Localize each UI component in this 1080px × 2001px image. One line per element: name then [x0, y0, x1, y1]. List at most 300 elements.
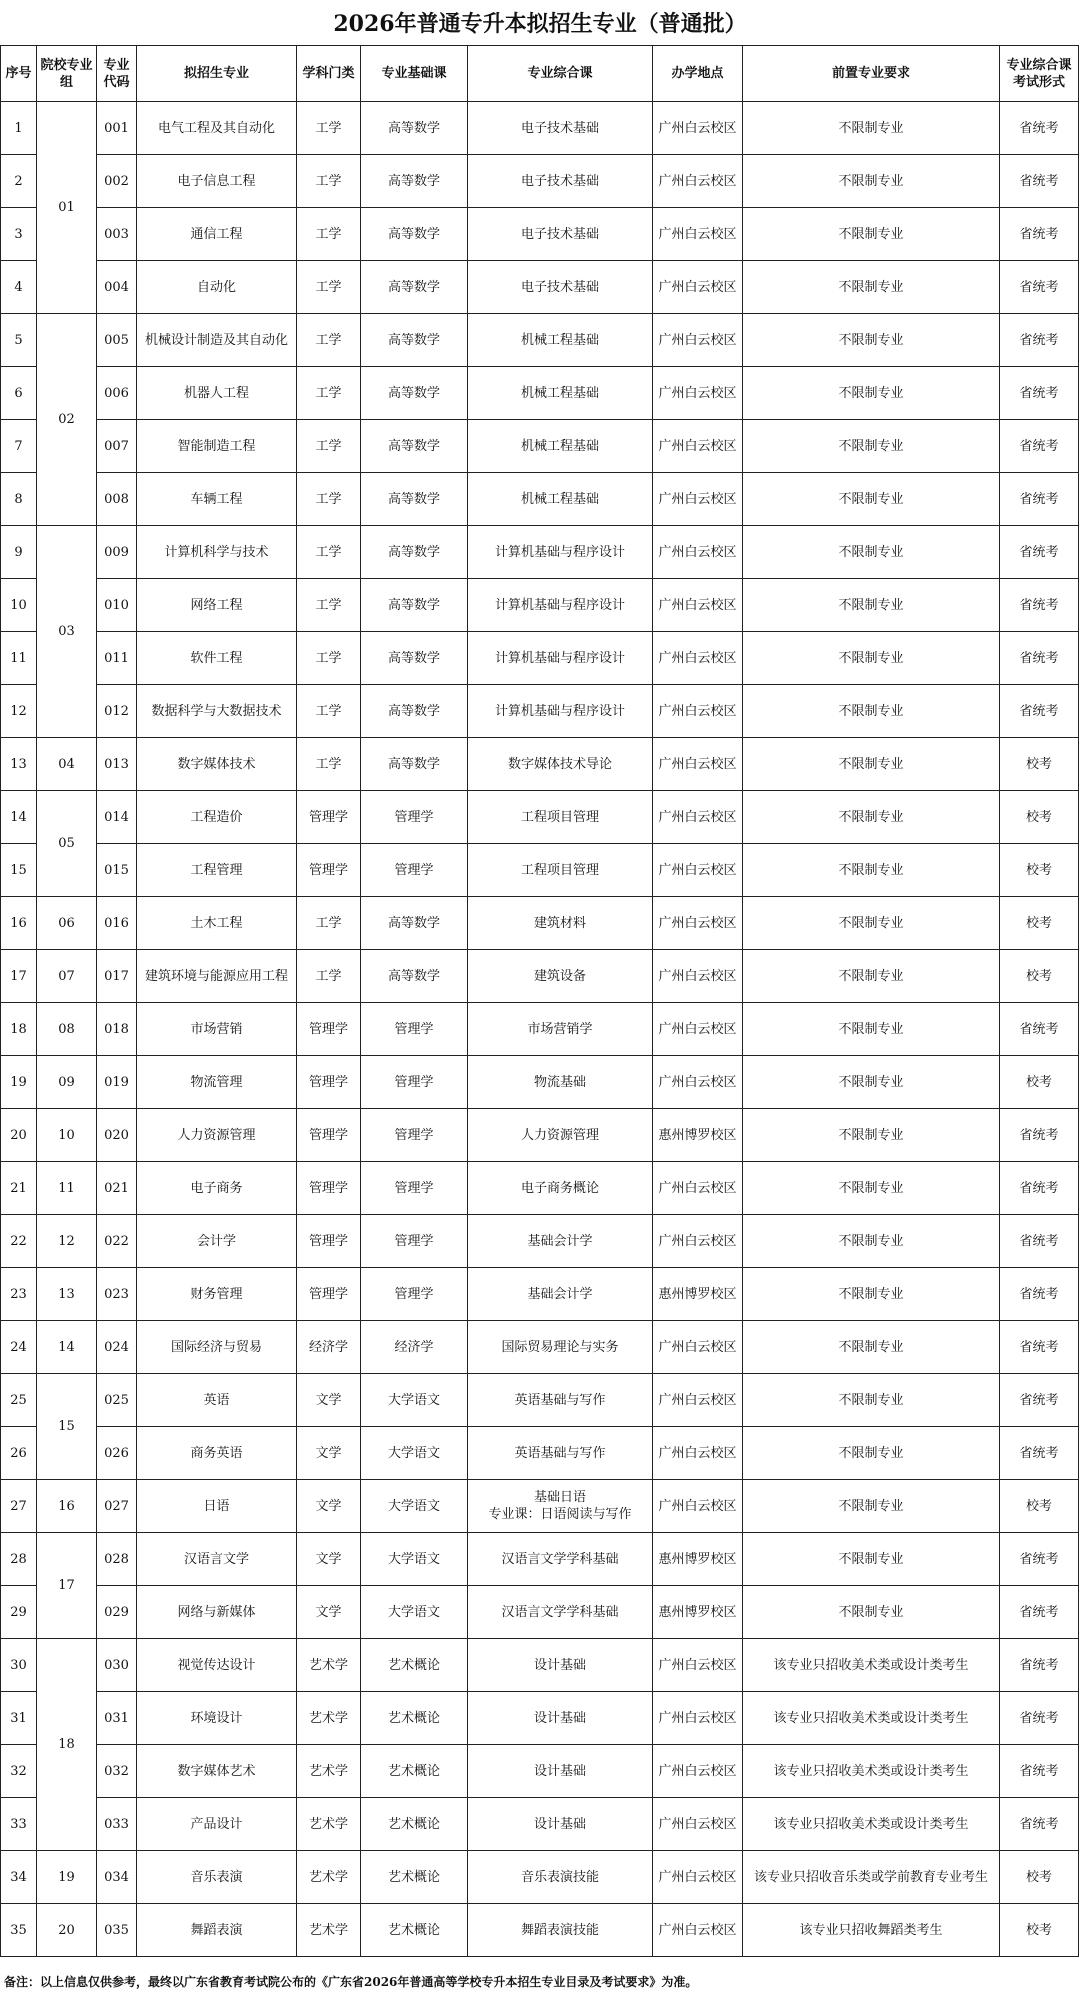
- table-row: [1, 1056, 1079, 1109]
- cell-basic-course: 高等数学: [361, 420, 468, 473]
- table-row: [1, 526, 1079, 579]
- cell-no: 6: [1, 367, 37, 420]
- table-row: [1, 1109, 1079, 1162]
- cell-basic-course: 高等数学: [361, 685, 468, 738]
- cell-comprehensive-course: 计算机基础与程序设计: [468, 685, 653, 738]
- cell-code: 034: [97, 1851, 137, 1904]
- cell-exam-form: 校考: [1000, 738, 1079, 791]
- cell-location: 广州白云校区: [653, 950, 743, 1003]
- cell-prereq: 该专业只招收美术类或设计类考生: [743, 1692, 1000, 1745]
- cell-location: 广州白云校区: [653, 155, 743, 208]
- cell-no: 18: [1, 1003, 37, 1056]
- cell-comprehensive-course: 建筑设备: [468, 950, 653, 1003]
- cell-location: 广州白云校区: [653, 844, 743, 897]
- cell-comprehensive-course: 电子技术基础: [468, 102, 653, 155]
- cell-code: 013: [97, 738, 137, 791]
- footnote: 备注：以上信息仅供参考，最终以广东省教育考试院公布的《广东省2026年普通高等学校专升本招生专业目录及考试要求》为准。: [4, 1975, 698, 1989]
- cell-category: 艺术学: [297, 1851, 361, 1904]
- header-row: [1, 46, 1079, 102]
- cell-exam-form: 省统考: [1000, 102, 1079, 155]
- cell-location: 广州白云校区: [653, 261, 743, 314]
- cell-category: 工学: [297, 685, 361, 738]
- cell-location: 广州白云校区: [653, 367, 743, 420]
- cell-basic-course: 经济学: [361, 1321, 468, 1374]
- cell-no: 11: [1, 632, 37, 685]
- cell-group: 13: [37, 1268, 97, 1321]
- cell-category: 工学: [297, 367, 361, 420]
- cell-major: 机械设计制造及其自动化: [137, 314, 297, 367]
- cell-basic-course: 高等数学: [361, 102, 468, 155]
- cell-category: 工学: [297, 579, 361, 632]
- cell-category: 管理学: [297, 1056, 361, 1109]
- cell-comprehensive-course: 汉语言文学学科基础: [468, 1533, 653, 1586]
- cell-comprehensive-course: 电子商务概论: [468, 1162, 653, 1215]
- cell-category: 艺术学: [297, 1798, 361, 1851]
- cell-code: 005: [97, 314, 137, 367]
- cell-no: 27: [1, 1480, 37, 1533]
- cell-exam-form: 校考: [1000, 897, 1079, 950]
- cell-no: 17: [1, 950, 37, 1003]
- table-row: [1, 579, 1079, 632]
- cell-category: 管理学: [297, 1162, 361, 1215]
- cell-basic-course: 高等数学: [361, 579, 468, 632]
- cell-code: 004: [97, 261, 137, 314]
- cell-location: 广州白云校区: [653, 473, 743, 526]
- cell-no: 26: [1, 1427, 37, 1480]
- cell-category: 工学: [297, 473, 361, 526]
- cell-prereq: 该专业只招收舞蹈类考生: [743, 1904, 1000, 1957]
- cell-prereq: 不限制专业: [743, 950, 1000, 1003]
- cell-exam-form: 校考: [1000, 950, 1079, 1003]
- cell-basic-course: 管理学: [361, 1215, 468, 1268]
- cell-comprehensive-course: 英语基础与写作: [468, 1427, 653, 1480]
- table-row: [1, 632, 1079, 685]
- cell-comprehensive-course: 舞蹈表演技能: [468, 1904, 653, 1957]
- cell-category: 工学: [297, 950, 361, 1003]
- cell-prereq: 不限制专业: [743, 897, 1000, 950]
- cell-exam-form: 校考: [1000, 1851, 1079, 1904]
- cell-exam-form: 省统考: [1000, 314, 1079, 367]
- cell-exam-form: 省统考: [1000, 1268, 1079, 1321]
- cell-exam-form: 省统考: [1000, 1586, 1079, 1639]
- cell-code: 003: [97, 208, 137, 261]
- cell-comprehensive-course: 设计基础: [468, 1745, 653, 1798]
- cell-category: 工学: [297, 102, 361, 155]
- cell-code: 032: [97, 1745, 137, 1798]
- cell-basic-course: 高等数学: [361, 632, 468, 685]
- cell-comprehensive-course: 国际贸易理论与实务: [468, 1321, 653, 1374]
- table-row: [1, 261, 1079, 314]
- cell-code: 025: [97, 1374, 137, 1427]
- cell-location: 广州白云校区: [653, 314, 743, 367]
- cell-group: 05: [37, 791, 97, 897]
- cell-location: 广州白云校区: [653, 1798, 743, 1851]
- cell-category: 文学: [297, 1586, 361, 1639]
- enrollment-table: [0, 45, 1079, 1957]
- cell-no: 24: [1, 1321, 37, 1374]
- cell-prereq: 不限制专业: [743, 632, 1000, 685]
- cell-exam-form: 省统考: [1000, 1639, 1079, 1692]
- cell-comprehensive-course: 设计基础: [468, 1798, 653, 1851]
- cell-group: 08: [37, 1003, 97, 1056]
- cell-location: 广州白云校区: [653, 738, 743, 791]
- cell-basic-course: 高等数学: [361, 897, 468, 950]
- table-row: [1, 897, 1079, 950]
- table-row: [1, 1904, 1079, 1957]
- table-row: [1, 685, 1079, 738]
- cell-exam-form: 省统考: [1000, 632, 1079, 685]
- header-location: 办学地点: [653, 46, 743, 102]
- cell-comprehensive-course: 工程项目管理: [468, 844, 653, 897]
- cell-basic-course: 大学语文: [361, 1374, 468, 1427]
- cell-group: 01: [37, 102, 97, 314]
- cell-no: 12: [1, 685, 37, 738]
- cell-category: 管理学: [297, 844, 361, 897]
- cell-category: 管理学: [297, 1109, 361, 1162]
- cell-prereq: 该专业只招收美术类或设计类考生: [743, 1639, 1000, 1692]
- cell-prereq: 不限制专业: [743, 102, 1000, 155]
- cell-code: 030: [97, 1639, 137, 1692]
- table-row: [1, 950, 1079, 1003]
- cell-code: 027: [97, 1480, 137, 1533]
- table-row: [1, 791, 1079, 844]
- cell-location: 广州白云校区: [653, 1480, 743, 1533]
- cell-group: 20: [37, 1904, 97, 1957]
- cell-group: 06: [37, 897, 97, 950]
- cell-category: 艺术学: [297, 1904, 361, 1957]
- cell-group: 18: [37, 1639, 97, 1851]
- header-major: 拟招生专业: [137, 46, 297, 102]
- cell-location: 惠州博罗校区: [653, 1109, 743, 1162]
- cell-no: 19: [1, 1056, 37, 1109]
- cell-location: 广州白云校区: [653, 1056, 743, 1109]
- cell-location: 广州白云校区: [653, 632, 743, 685]
- cell-exam-form: 省统考: [1000, 208, 1079, 261]
- cell-location: 惠州博罗校区: [653, 1586, 743, 1639]
- cell-category: 艺术学: [297, 1639, 361, 1692]
- cell-no: 34: [1, 1851, 37, 1904]
- cell-major: 机器人工程: [137, 367, 297, 420]
- cell-major: 电子商务: [137, 1162, 297, 1215]
- cell-group: 03: [37, 526, 97, 738]
- cell-code: 022: [97, 1215, 137, 1268]
- cell-basic-course: 管理学: [361, 791, 468, 844]
- cell-code: 023: [97, 1268, 137, 1321]
- cell-prereq: 不限制专业: [743, 155, 1000, 208]
- cell-exam-form: 省统考: [1000, 1533, 1079, 1586]
- cell-major: 产品设计: [137, 1798, 297, 1851]
- cell-category: 文学: [297, 1533, 361, 1586]
- table-row: [1, 1745, 1079, 1798]
- cell-location: 惠州博罗校区: [653, 1533, 743, 1586]
- cell-category: 经济学: [297, 1321, 361, 1374]
- table-row: [1, 155, 1079, 208]
- cell-exam-form: 校考: [1000, 844, 1079, 897]
- cell-prereq: 不限制专业: [743, 1480, 1000, 1533]
- header-category: 学科门类: [297, 46, 361, 102]
- cell-basic-course: 艺术概论: [361, 1904, 468, 1957]
- table-row: [1, 102, 1079, 155]
- cell-comprehensive-course: 电子技术基础: [468, 261, 653, 314]
- cell-category: 艺术学: [297, 1745, 361, 1798]
- header-comprehensive-course: 专业综合课: [468, 46, 653, 102]
- cell-basic-course: 高等数学: [361, 261, 468, 314]
- cell-location: 广州白云校区: [653, 1162, 743, 1215]
- cell-location: 广州白云校区: [653, 1692, 743, 1745]
- cell-basic-course: 艺术概论: [361, 1851, 468, 1904]
- cell-basic-course: 高等数学: [361, 208, 468, 261]
- cell-comprehensive-course: 计算机基础与程序设计: [468, 632, 653, 685]
- cell-group: 14: [37, 1321, 97, 1374]
- cell-major: 国际经济与贸易: [137, 1321, 297, 1374]
- cell-group: 11: [37, 1162, 97, 1215]
- table-row: [1, 1798, 1079, 1851]
- cell-basic-course: 高等数学: [361, 367, 468, 420]
- comprehensive-course-line: 基础日语: [533, 1490, 586, 1505]
- cell-no: 29: [1, 1586, 37, 1639]
- cell-prereq: 该专业只招收美术类或设计类考生: [743, 1798, 1000, 1851]
- cell-major: 视觉传达设计: [137, 1639, 297, 1692]
- cell-code: 011: [97, 632, 137, 685]
- cell-code: 015: [97, 844, 137, 897]
- cell-group: 16: [37, 1480, 97, 1533]
- cell-prereq: 不限制专业: [743, 1374, 1000, 1427]
- cell-prereq: 该专业只招收美术类或设计类考生: [743, 1745, 1000, 1798]
- table-row: [1, 1586, 1079, 1639]
- cell-no: 9: [1, 526, 37, 579]
- cell-exam-form: 省统考: [1000, 1692, 1079, 1745]
- cell-exam-form: 省统考: [1000, 1321, 1079, 1374]
- cell-code: 010: [97, 579, 137, 632]
- cell-basic-course: 大学语文: [361, 1533, 468, 1586]
- cell-prereq: 不限制专业: [743, 473, 1000, 526]
- cell-major: 软件工程: [137, 632, 297, 685]
- cell-location: 广州白云校区: [653, 1003, 743, 1056]
- cell-category: 工学: [297, 420, 361, 473]
- cell-major: 计算机科学与技术: [137, 526, 297, 579]
- cell-category: 管理学: [297, 1215, 361, 1268]
- cell-major: 土木工程: [137, 897, 297, 950]
- cell-code: 020: [97, 1109, 137, 1162]
- cell-category: 艺术学: [297, 1692, 361, 1745]
- cell-comprehensive-course: 电子技术基础: [468, 155, 653, 208]
- cell-major: 舞蹈表演: [137, 1904, 297, 1957]
- cell-prereq: 不限制专业: [743, 420, 1000, 473]
- cell-prereq: 不限制专业: [743, 367, 1000, 420]
- cell-comprehensive-course: 市场营销学: [468, 1003, 653, 1056]
- cell-no: 28: [1, 1533, 37, 1586]
- cell-prereq: 不限制专业: [743, 1109, 1000, 1162]
- cell-location: 广州白云校区: [653, 1321, 743, 1374]
- header-no: 序号: [1, 46, 37, 102]
- cell-location: 广州白云校区: [653, 1639, 743, 1692]
- table-row: [1, 1268, 1079, 1321]
- header-basic-course: 专业基础课: [361, 46, 468, 102]
- cell-no: 35: [1, 1904, 37, 1957]
- cell-basic-course: 管理学: [361, 1162, 468, 1215]
- table-body: [1, 102, 1079, 1957]
- cell-location: 广州白云校区: [653, 526, 743, 579]
- cell-no: 8: [1, 473, 37, 526]
- cell-category: 工学: [297, 632, 361, 685]
- cell-category: 文学: [297, 1427, 361, 1480]
- cell-basic-course: 管理学: [361, 1268, 468, 1321]
- cell-location: 广州白云校区: [653, 1904, 743, 1957]
- cell-major: 网络与新媒体: [137, 1586, 297, 1639]
- cell-code: 033: [97, 1798, 137, 1851]
- cell-group: 04: [37, 738, 97, 791]
- cell-prereq: 不限制专业: [743, 1533, 1000, 1586]
- cell-basic-course: 高等数学: [361, 738, 468, 791]
- cell-location: 广州白云校区: [653, 1851, 743, 1904]
- cell-major: 工程造价: [137, 791, 297, 844]
- cell-prereq: 不限制专业: [743, 685, 1000, 738]
- cell-major: 车辆工程: [137, 473, 297, 526]
- cell-code: 024: [97, 1321, 137, 1374]
- cell-group: 07: [37, 950, 97, 1003]
- cell-prereq: 不限制专业: [743, 579, 1000, 632]
- table-row: [1, 1533, 1079, 1586]
- cell-no: 1: [1, 102, 37, 155]
- cell-code: 008: [97, 473, 137, 526]
- cell-major: 自动化: [137, 261, 297, 314]
- cell-comprehensive-course: 英语基础与写作: [468, 1374, 653, 1427]
- cell-prereq: 不限制专业: [743, 844, 1000, 897]
- cell-group: 09: [37, 1056, 97, 1109]
- cell-location: 广州白云校区: [653, 420, 743, 473]
- cell-prereq: 不限制专业: [743, 1268, 1000, 1321]
- cell-group: 15: [37, 1374, 97, 1480]
- table-row: [1, 1851, 1079, 1904]
- cell-group: 19: [37, 1851, 97, 1904]
- cell-location: 广州白云校区: [653, 1427, 743, 1480]
- cell-location: 广州白云校区: [653, 579, 743, 632]
- cell-no: 25: [1, 1374, 37, 1427]
- table-row: [1, 473, 1079, 526]
- cell-prereq: 不限制专业: [743, 791, 1000, 844]
- cell-category: 工学: [297, 526, 361, 579]
- cell-exam-form: 省统考: [1000, 420, 1079, 473]
- cell-basic-course: 艺术概论: [361, 1692, 468, 1745]
- cell-basic-course: 管理学: [361, 1056, 468, 1109]
- table-row: [1, 1162, 1079, 1215]
- cell-prereq: 不限制专业: [743, 314, 1000, 367]
- cell-no: 15: [1, 844, 37, 897]
- header-prereq: 前置专业要求: [743, 46, 1000, 102]
- cell-code: 012: [97, 685, 137, 738]
- cell-major: 财务管理: [137, 1268, 297, 1321]
- cell-comprehensive-course: 基础会计学: [468, 1215, 653, 1268]
- table-row: [1, 738, 1079, 791]
- cell-group: 10: [37, 1109, 97, 1162]
- cell-no: 31: [1, 1692, 37, 1745]
- cell-exam-form: 省统考: [1000, 1745, 1079, 1798]
- cell-basic-course: 管理学: [361, 1109, 468, 1162]
- cell-basic-course: 管理学: [361, 844, 468, 897]
- cell-no: 10: [1, 579, 37, 632]
- table-row: [1, 1692, 1079, 1745]
- cell-major: 通信工程: [137, 208, 297, 261]
- header-code: 专业代码: [97, 46, 137, 102]
- cell-prereq: 不限制专业: [743, 1427, 1000, 1480]
- cell-major: 日语: [137, 1480, 297, 1533]
- cell-basic-course: 艺术概论: [361, 1745, 468, 1798]
- table-row: [1, 1215, 1079, 1268]
- cell-prereq: 不限制专业: [743, 526, 1000, 579]
- cell-category: 工学: [297, 738, 361, 791]
- cell-exam-form: 省统考: [1000, 685, 1079, 738]
- cell-comprehensive-course: 机械工程基础: [468, 473, 653, 526]
- table-row: [1, 1639, 1079, 1692]
- cell-exam-form: 省统考: [1000, 1109, 1079, 1162]
- cell-comprehensive-course: 设计基础: [468, 1692, 653, 1745]
- table-row: [1, 314, 1079, 367]
- cell-major: 工程管理: [137, 844, 297, 897]
- cell-prereq: 不限制专业: [743, 1215, 1000, 1268]
- cell-exam-form: 校考: [1000, 1904, 1079, 1957]
- cell-category: 工学: [297, 314, 361, 367]
- cell-no: 3: [1, 208, 37, 261]
- cell-location: 广州白云校区: [653, 102, 743, 155]
- cell-comprehensive-course: 基础会计学: [468, 1268, 653, 1321]
- cell-major: 电子信息工程: [137, 155, 297, 208]
- cell-code: 001: [97, 102, 137, 155]
- cell-exam-form: 省统考: [1000, 1162, 1079, 1215]
- cell-group: 02: [37, 314, 97, 526]
- cell-comprehensive-course: [468, 1480, 653, 1533]
- table-row: [1, 844, 1079, 897]
- cell-basic-course: 艺术概论: [361, 1639, 468, 1692]
- cell-basic-course: 管理学: [361, 1003, 468, 1056]
- cell-no: 23: [1, 1268, 37, 1321]
- cell-no: 22: [1, 1215, 37, 1268]
- cell-location: 广州白云校区: [653, 1215, 743, 1268]
- cell-location: 广州白云校区: [653, 1374, 743, 1427]
- cell-major: 商务英语: [137, 1427, 297, 1480]
- cell-prereq: 不限制专业: [743, 261, 1000, 314]
- cell-comprehensive-course: 设计基础: [468, 1639, 653, 1692]
- cell-prereq: 不限制专业: [743, 738, 1000, 791]
- cell-exam-form: 省统考: [1000, 473, 1079, 526]
- cell-location: 广州白云校区: [653, 208, 743, 261]
- cell-category: 工学: [297, 208, 361, 261]
- cell-comprehensive-course: 人力资源管理: [468, 1109, 653, 1162]
- cell-no: 20: [1, 1109, 37, 1162]
- cell-major: 数字媒体艺术: [137, 1745, 297, 1798]
- cell-category: 文学: [297, 1374, 361, 1427]
- cell-code: 026: [97, 1427, 137, 1480]
- cell-exam-form: 省统考: [1000, 1427, 1079, 1480]
- cell-no: 13: [1, 738, 37, 791]
- cell-code: 007: [97, 420, 137, 473]
- cell-exam-form: 省统考: [1000, 1215, 1079, 1268]
- cell-prereq: 不限制专业: [743, 208, 1000, 261]
- table-row: [1, 1003, 1079, 1056]
- cell-code: 006: [97, 367, 137, 420]
- cell-category: 工学: [297, 261, 361, 314]
- cell-no: 16: [1, 897, 37, 950]
- cell-prereq: 不限制专业: [743, 1586, 1000, 1639]
- table-row: [1, 1480, 1079, 1533]
- cell-code: 009: [97, 526, 137, 579]
- cell-major: 建筑环境与能源应用工程: [137, 950, 297, 1003]
- cell-major: 市场营销: [137, 1003, 297, 1056]
- cell-basic-course: 大学语文: [361, 1586, 468, 1639]
- cell-location: 广州白云校区: [653, 791, 743, 844]
- cell-exam-form: 校考: [1000, 791, 1079, 844]
- cell-basic-course: 高等数学: [361, 526, 468, 579]
- cell-code: 017: [97, 950, 137, 1003]
